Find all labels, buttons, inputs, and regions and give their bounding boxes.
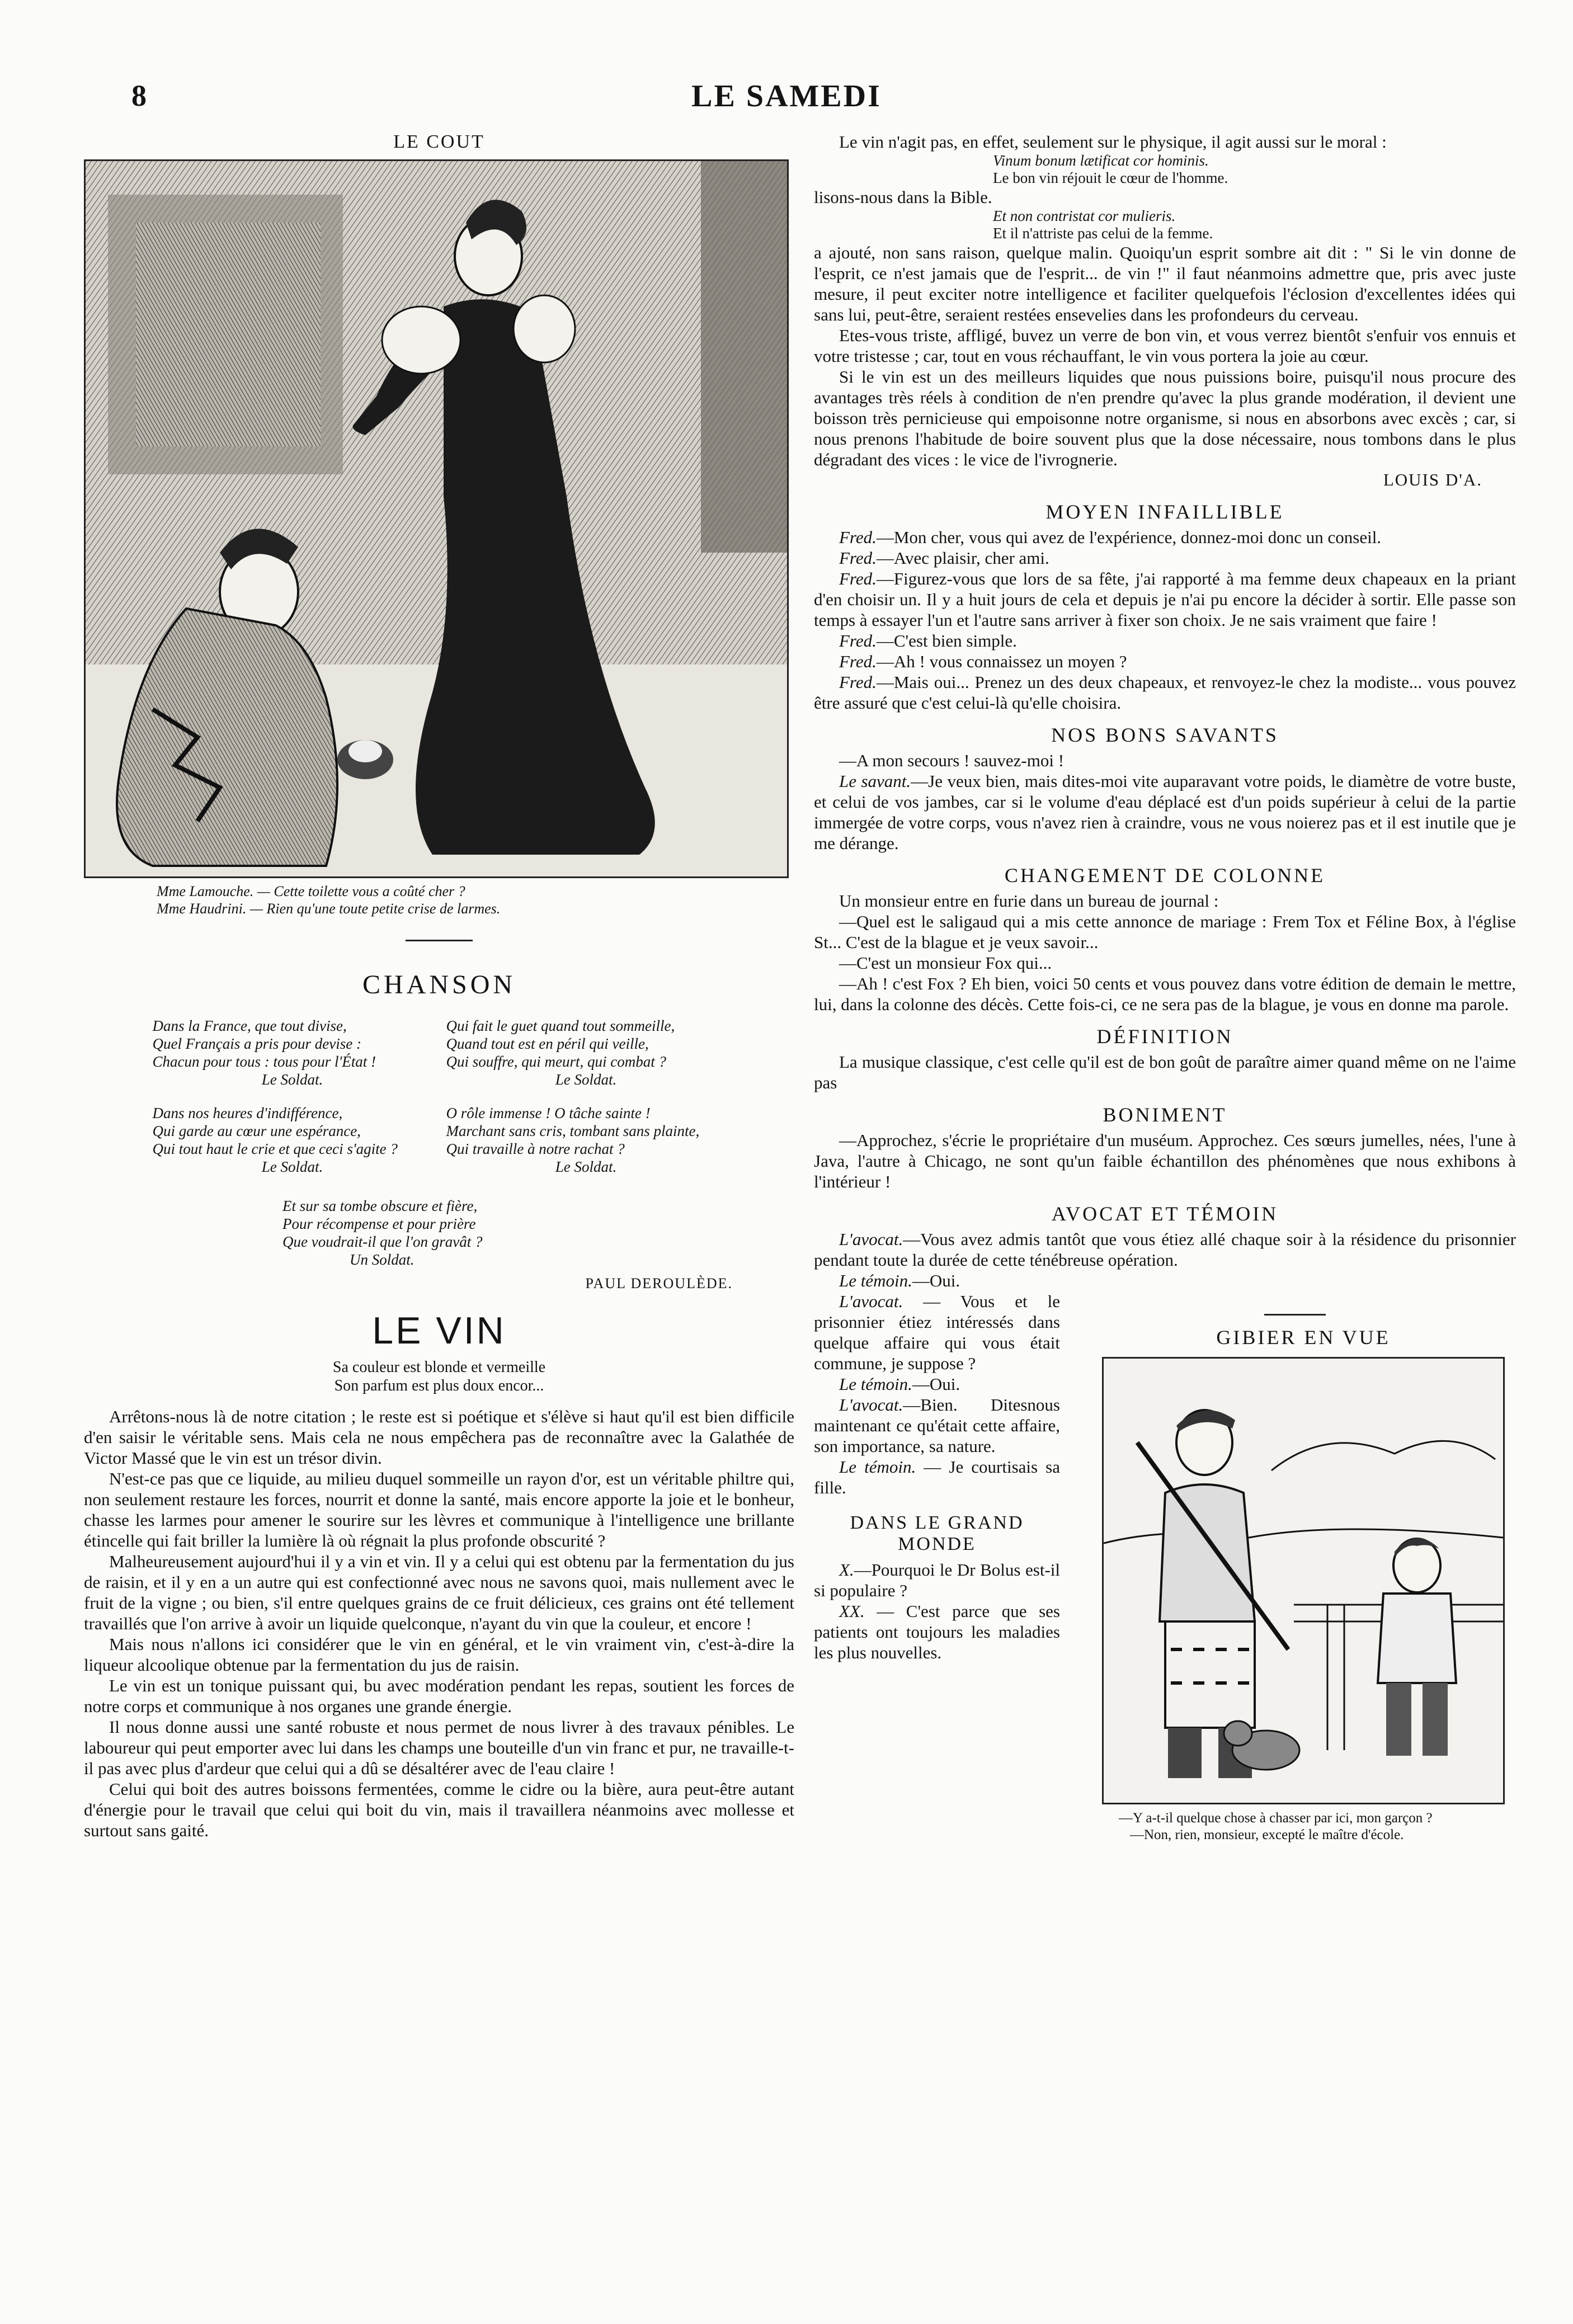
dialogue-text: —Mais oui... Prenez un des deux chapeaux, et renvoyez-le chez la modiste... vous pouvez être assuré que c'est celui-là qu'elle choisira. [814,672,1516,713]
grand-monde-title [814,1512,1060,1555]
vin-signature: LOUIS D'A. [1383,470,1482,489]
boniment-text: —Approchez, s'écrie le propriétaire d'un muséum. Approchez. Ces sœurs jumelles, nées, l'une à Java, l'autre à Chicago, ne sont qu'un faible échantillon des phénomènes que nous exhibons à l'intérieur ! [814,1130,1516,1191]
chanson-stanza [446,1104,726,1176]
dialogue-text: —Mon cher, vous qui avez de l'expérience, donnez-moi donc un conseil. [876,527,1382,547]
chanson-stanza [446,1017,726,1088]
dialogue-text: —Ah ! vous connaissez un moyen ? [876,652,1127,671]
colonne-paragraph: —Quel est le saligaud qui a mis cette annonce de mariage : Frem Tox et Féline Box, à l'église St... C'est de la blague et je veux savoir... [814,912,1516,952]
dialogue-line: —A mon secours ! sauvez-moi ! [839,751,1065,770]
gibier-illustration [1102,1357,1505,1804]
verse-line: Dans nos heures d'indifférence, [152,1105,343,1121]
gibier-caption-1: —Y a-t-il quelque chose à chasser par ici, mon garçon ? [1119,1811,1433,1826]
definition-title: DÉFINITION [1096,1025,1233,1048]
speaker-label: Fred. [839,548,877,568]
gibier-caption-2: —Non, rien, monsieur, excepté le maître d'école. [1130,1827,1404,1842]
verse-refrain: Un Soldat. [350,1251,415,1268]
dialogue-line [814,1374,1060,1394]
dialogue-text: — Vous et le prisonnier étiez intéressés dans quelque affaire qui vous était commune, je suppose ? [814,1291,1060,1373]
speaker-label: Le témoin. [839,1457,916,1477]
speaker-label: Fred. [839,672,877,692]
speaker-label: XX. [839,1601,865,1621]
savants-title: NOS BONS SAVANTS [1051,724,1279,746]
dialogue-text: —Pourquoi le Dr Bolus est-il si populaire ? [814,1560,1060,1600]
verse-line: Qui fait le guet quand tout sommeille, [446,1017,675,1034]
dialogue-text: —Oui. [912,1271,960,1290]
dialogue-line [814,672,1516,713]
moyen-title: MOYEN INFAILLIBLE [1045,501,1284,523]
dialogue-text: — Je courtisais sa fille. [814,1457,1060,1497]
dialogue-line [814,1291,1060,1374]
speaker-label: Fred. [839,652,877,671]
dialogue-text: —Figurez-vous que lors de sa fête, j'ai rapporté à ma femme deux chapeaux en la priant d'en choisir un. Il y a huit jours de cela et depuis je n'ai pu encore la décider à sortir. Elle passe son temps à essayer l'un et l'autre sans arriver à fixer son choix. Je ne sais vraiment que faire ! [814,569,1516,630]
vin-paragraph: N'est-ce pas que ce liquide, au milieu duquel sommeille un rayon d'or, est un véritable philtre qui, non seulement restaure les forces, nourrit et donne la santé, mais encore apporte la joie et le bonheur, chasse les larmes pour amener le sourire sur les lèvres et communique à l'intelligence une brillante étincelle qui fait briller la lumière là où régnait la plus profonde obscurité ? [84,1469,794,1550]
cout-title: LE COUT [393,131,485,152]
verse-refrain: Le Soldat. [261,1158,323,1175]
speaker-label: Le témoin. [839,1374,912,1394]
speaker-label: Fred. [839,569,877,588]
vin-epigraph [84,1358,794,1395]
latin-translation: Le bon vin réjouit le cœur de l'homme. [993,169,1228,186]
dialogue-line [814,1559,1060,1601]
vin-paragraph: Arrêtons-nous là de notre citation ; le reste est si poétique et s'élève si haut qu'il est bien difficile d'en saisir le véritable sens. Mais cela ne nous empêchera pas de reconnaître avec la Galathée de Victor Massé que le vin est un trésor divin. [84,1407,794,1468]
speaker-label: Fred. [839,631,877,650]
dialogue-line [814,630,1516,651]
latin-translation: Et il n'attriste pas celui de la femme. [993,225,1213,242]
dialogue-text: —Bien. Ditesnous maintenant ce qu'était cette affaire, son importance, sa nature. [814,1395,1060,1456]
chanson-stanza [153,1104,432,1176]
dialogue-line [814,651,1516,672]
epigraph-line: Sa couleur est blonde et vermeille [332,1359,546,1376]
vin-paragraph: Le vin est un tonique puissant qui, bu avec modération pendant les repas, soutient les forces de notre corps et communique à nos organes une grande énergie. [84,1676,794,1716]
boniment-title: BONIMENT [1103,1104,1227,1126]
avocat-dialogue [814,1270,1060,1663]
vin-paragraph: lisons-nous dans la Bible. [814,187,992,207]
vin-paragraph: a ajouté, non sans raison, quelque malin. Quoiqu'un esprit sombre ait dit : " Si le vin donne de l'esprit, ce n'est jamais que de l'esprit... de vin !" il faut néanmoins admettre que, pris avec juste mesure, il peut exciter notre intelligence et faciliter quelquefois l'éclosion d'excellentes idées qui sans lui, peut-être, seraient restées ensevelies dans les profondeurs du cerveau. [814,243,1516,324]
dialogue-line [814,548,1516,568]
verse-refrain: Le Soldat. [555,1158,617,1175]
dialogue-line [814,1394,1060,1456]
dialogue-line [814,1270,1060,1291]
vin-title: LE VIN [372,1309,506,1352]
vin-paragraph: Malheureusement aujourd'hui il y a vin et vin. Il y a celui qui est obtenu par la fermentation du jus de raisin, et il y en a un autre qui est confectionné avec nous ne savons quoi, mais nullement avec le fruit de la vigne ; ou bien, s'il entre quelques grains de ce fruit délicieux, ces grains ont été tellement travaillés que l'on arrive à avoir un liquide quelconque, n'ayant du vin que la couleur, et encore ! [84,1552,794,1633]
verse-line: Qui tout haut le crie et que ceci s'agite ? [152,1140,398,1157]
dialogue-line [814,771,1516,854]
speaker-label: Le savant. [839,771,911,791]
verse-line: Marchant sans cris, tombant sans plainte, [446,1123,700,1139]
colonne-title: CHANGEMENT DE COLONNE [1004,864,1326,887]
cout-illustration [84,159,789,878]
vin-paragraph: Mais nous n'allons ici considérer que le vin en général, et le vin vraiment vin, c'est-à-dire la liqueur alcoolique obtenue par la fermentation du jus de raisin. [84,1634,794,1675]
dialogue-line [814,1601,1060,1663]
verse-line: Qui travaille à notre rachat ? [446,1140,625,1157]
vin-paragraph: Si le vin est un des meilleurs liquides que nous puissions boire, puisqu'il nous procure des avantages très réels à condition de n'en prendre qu'avec la plus grande modération, il devient une boisson très pernicieuse qui empoisonne notre organisme, si nous en absorbons avec excès ; car, si nous prenons l'habitude de boire souvent plus que la dose nécessaire, nous tombons dans le plus dégradant des vices : le vice de l'ivrognerie. [814,367,1516,469]
avocat-title: AVOCAT ET TÉMOIN [1051,1203,1279,1225]
grand-monde-title-line: MONDE [898,1534,976,1554]
dialogue-line [814,527,1516,548]
vin-paragraph: Il nous donne aussi une santé robuste et nous permet de nous livrer à des travaux pénibles. Le laboureur qui peut emporter avec lui dans les champs une bouteille d'un vin franc et pur, ne travaille-t-il pas avec plus d'ardeur que celui qui a dû se désaltérer avec de l'eau claire ! [84,1717,794,1778]
verse-refrain: Le Soldat. [555,1071,617,1088]
latin-line: Et non contristat cor mulieris. [993,208,1176,224]
left-column [84,131,794,1841]
dialogue-text: —Avec plaisir, cher ami. [876,548,1049,568]
chanson-stanza [153,1017,432,1088]
verse-line: Qui souffre, qui meurt, qui combat ? [446,1053,666,1070]
dialogue-line [814,568,1516,630]
vin-paragraph: Etes-vous triste, affligé, buvez un verre de bon vin, et vous verrez bientôt s'enfuir vos ennuis et votre tristesse ; car, tout en vous réchauffant, le vin vous portera la joie au cœur. [814,326,1516,366]
dialogue-line [814,1456,1060,1498]
vin-paragraph: Celui qui boit des autres boissons fermentées, comme le cidre ou la bière, aura peut-être autant d'énergie pour le travail que celui qui boit du vin, mais il travaillera néanmoins avec mollesse et surtout sans gaité. [84,1779,794,1840]
verse-line: Quand tout est en péril qui veille, [446,1035,649,1052]
speaker-label: X. [839,1560,854,1580]
speaker-label: L'avocat. [839,1229,903,1249]
dialogue-text: —Oui. [912,1374,960,1394]
dialogue-text: —Vous avez admis tantôt que vous étiez allé chaque soir à la résidence du prisonnier pendant toute la durée de cette ténébreuse opération. [814,1229,1516,1270]
grand-monde-title-line: DANS LE GRAND [850,1512,1024,1533]
chanson-stanzas-row-1 [84,1017,794,1104]
chanson-stanzas-row-2 [84,1104,794,1191]
verse-line: Chacun pour tous : tous pour l'État ! [152,1053,376,1070]
verse-line: Quel Français a pris pour devise : [152,1035,361,1052]
cout-caption-1: Mme Lamouche. — Cette toilette vous a coûté cher ? [157,883,465,899]
verse-line: Dans la France, que tout divise, [152,1017,347,1034]
speaker-label: Fred. [839,527,877,547]
section-divider [406,940,473,941]
gibier-title: GIBIER EN VUE [1216,1326,1391,1349]
colonne-paragraph: Un monsieur entre en furie dans un bureau de journal : [839,891,1219,911]
dialogue-text: —Je veux bien, mais dites-moi vite auparavant votre poids, le diamètre de votre buste, et celui de vos jambes, car si le volume d'eau déplacé est d'un poids supérieur à celui de la partie immergée de votre corps, vous n'avez rien à craindre, vous ne vous noierez pas et il est inutile que je me dérange. [814,771,1517,853]
latin-line: Vinum bonum lætificat cor hominis. [993,152,1209,169]
latin-quote [814,152,1516,187]
verse-refrain: Le Soldat. [261,1071,323,1088]
definition-text: La musique classique, c'est celle qu'il est de bon goût de paraître aimer quand même on ne l'aime pas [814,1052,1516,1092]
verse-line: Et sur sa tombe obscure et fière, [282,1198,478,1214]
avocat-and-gibier-block [814,1270,1516,1913]
vin-paragraph: Le vin n'agit pas, en effet, seulement sur le physique, il agit aussi sur le moral : [839,132,1387,152]
dialogue-text: —C'est bien simple. [876,631,1017,650]
page-number: 8 [131,79,147,112]
verse-line: Pour récompense et pour prière [282,1215,476,1232]
dialogue-text: — C'est parce que ses patients ont toujours les maladies les plus nouvelles. [814,1601,1060,1662]
verse-line: Que voudrait-il que l'on gravât ? [282,1233,483,1250]
chanson-author: PAUL DEROULÈDE. [585,1275,733,1291]
dialogue-line [814,1229,1516,1270]
section-divider [1264,1314,1326,1316]
verse-line: Qui garde au cœur une espérance, [152,1123,361,1139]
right-column [814,131,1516,1913]
speaker-label: Le témoin. [839,1271,912,1290]
latin-quote [814,208,1516,242]
cout-caption-2: Mme Haudrini. — Rien qu'une toute petite crise de larmes. [157,901,501,917]
chanson-final-stanza [282,1197,596,1269]
masthead-title: LE SAMEDI [691,79,882,114]
colonne-paragraph: —Ah ! c'est Fox ? Eh bien, voici 50 cents et vous pouvez dans votre édition de demain le mettre, lui, dans la colonne des décès. Cette fois-ci, ce ne sera pas de la blague, je vous en donne ma parole. [814,974,1516,1014]
epigraph-line: Son parfum est plus doux encor... [334,1377,544,1394]
speaker-label: L'avocat. [839,1395,903,1415]
verse-line: O rôle immense ! O tâche sainte ! [446,1105,651,1121]
colonne-paragraph: —C'est un monsieur Fox qui... [839,953,1052,973]
speaker-label: L'avocat. [839,1291,903,1311]
gibier-block [1096,1304,1510,1844]
chanson-title: CHANSON [362,970,516,1000]
